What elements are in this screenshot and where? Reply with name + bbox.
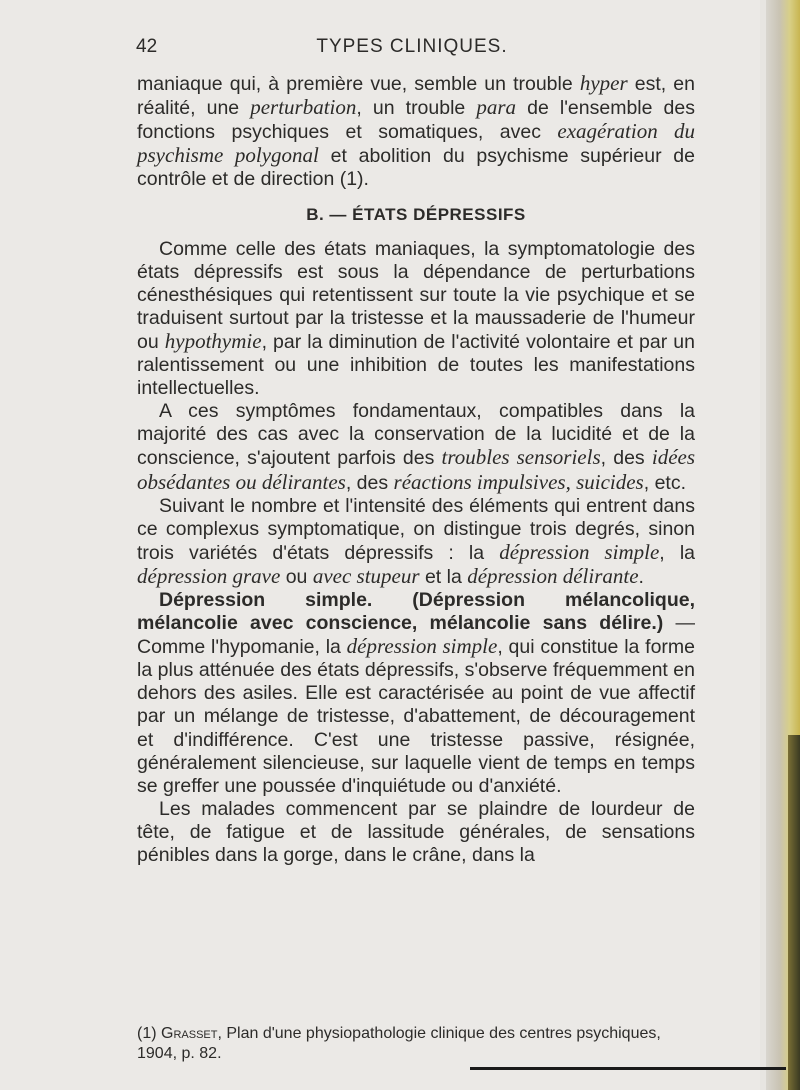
bottom-rule bbox=[470, 1067, 786, 1070]
footnote: (1) Grasset, Plan d'une physiopathologie clinique des centres psychiques, 1904, p. 82. bbox=[137, 1025, 661, 1062]
running-title: TYPES CLINIQUES. bbox=[316, 36, 508, 57]
paragraph-1: maniaque qui, à première vue, semble un trouble hyper est, en réalité, une perturbation, un trouble para de l'ensemble des fonctions psychiques et somatiques, avec exagération du psychisme polygonal et abolition du psychisme supérieur de contrôle et de direction (1). bbox=[137, 71, 695, 191]
section-heading: B. — ÉTATS DÉPRESSIFS bbox=[306, 205, 526, 225]
running-header bbox=[132, 36, 692, 66]
page-number: 42 bbox=[136, 36, 158, 57]
paragraph-4: Suivant le nombre et l'intensité des éléments qui entrent dans ce complexus symptomatique, on distingue trois degrés, sinon trois variétés d'états dépressifs : la dépression simple, la dépression grave ou avec stupeur et la dépression délirante. bbox=[137, 494, 695, 588]
paragraph-3: A ces symptômes fondamentaux, compatibles dans la majorité des cas avec la conservation de la lucidité et de la conscience, s'ajoutent parfois des troubles sensoriels, des idées obsédantes ou délirantes, des réactions impulsives, suicides, etc. bbox=[137, 400, 696, 494]
page-edge-shadow bbox=[788, 735, 800, 1090]
paragraph-6: Les malades commencent par se plaindre de lourdeur de tête, de fatigue et de lassitude générales, de sensations pénibles dans la gorge, dans le crâne, dans la bbox=[137, 797, 695, 866]
subsection-heading: Dépression simple. (Dépression mélancolique, mélancolie avec conscience, mélancolie sans délire.) bbox=[137, 588, 695, 635]
paragraph-5: Dépression simple. (Dépression mélancolique, mélancolie avec conscience, mélancolie sans délire.) — Comme l'hypomanie, la dépression simple, qui constitue la forme la plus atténuée des états dépressifs, s'observe fréquemment en dehors des asiles. Elle est caractérisée au point de vue affectif par un mélange de tristesse, d'abattement, de découragement et d'indifférence. C'est une tristesse passive, résignée, généralement silencieuse, sur laquelle vient de temps en temps se greffer une poussée d'inquiétude ou d'anxiété. bbox=[137, 588, 696, 797]
paragraph-2: Comme celle des états maniaques, la symptomatologie des états dépressifs est sous la dépendance de perturbations cénesthésiques qui retentissent sur toute la vie psychique et se traduisent surtout par la tristesse et la maussaderie de l'humeur ou hypothymie, par la diminution de l'activité volontaire et par un ralentissement ou une inhibition de toutes les manifestations intellectuelles. bbox=[137, 237, 695, 400]
page-body bbox=[137, 72, 695, 867]
